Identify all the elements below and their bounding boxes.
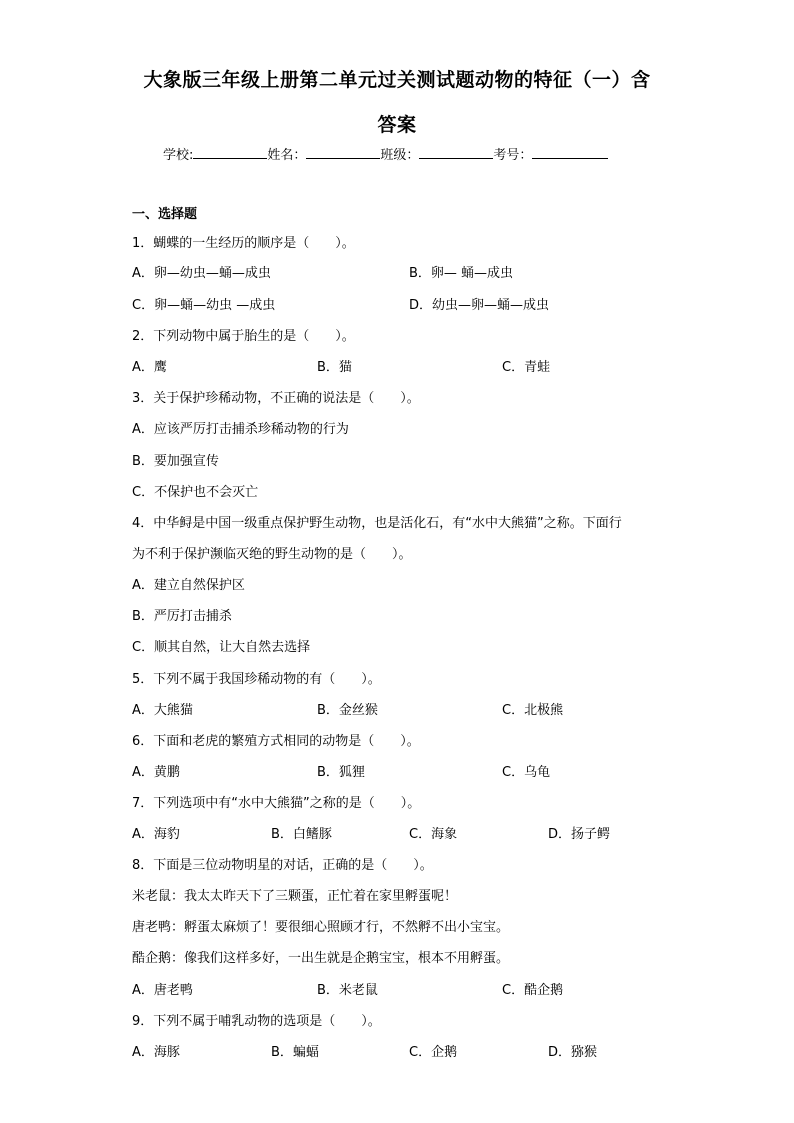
option-b: B．猫 [317,360,352,375]
option-b: B．金丝猴 [317,703,378,718]
question-stem: 6．下面和老虎的繁殖方式相同的动物是（ ）。 [132,734,420,749]
option-a: A．海豚 [132,1045,180,1060]
question-stem: 5．下列不属于我国珍稀动物的有（ ）。 [132,672,381,687]
option-b: B．卵— 蛹—成虫 [409,266,514,281]
document-title: 大象版三年级上册第二单元过关测试题动物的特征（一）含 [143,69,651,91]
option-b: B．要加强宣传 [132,454,219,469]
option-a: A．卵—幼虫—蛹—成虫 [132,266,271,281]
option-a: A．大熊猫 [132,703,193,718]
question-stem: 2．下列动物中属于胎生的是（ ）。 [132,329,355,344]
name-blank[interactable] [306,144,380,159]
question-stem: 4．中华鲟是中国一级重点保护野生动物，也是活化石，有“水中大熊猫”之称。下面行 [132,516,622,531]
option-b: B．蝙蝠 [271,1045,319,1060]
option-c: C．不保护也不会灭亡 [132,485,259,500]
option-a: A．唐老鸭 [132,983,193,998]
name-label: 姓名： [267,148,307,163]
school-label: 学校: [163,148,194,163]
option-a: A．海豹 [132,827,180,842]
document-title-continued: 答案 [377,114,417,136]
option-b: B．米老鼠 [317,983,378,998]
option-c: C．乌龟 [502,765,551,780]
exam-number-blank[interactable] [532,144,608,159]
class-label: 班级： [380,148,420,163]
option-b: B．狐狸 [317,765,365,780]
option-a: A．应该严厉打击捕杀珍稀动物的行为 [132,422,349,437]
option-d: D．猕猴 [548,1045,598,1060]
option-c: C．青蛙 [502,360,551,375]
option-d: D．幼虫—卵—蛹—成虫 [409,298,550,313]
option-c: C．海象 [409,827,458,842]
option-c: C．卵—蛹—幼虫 —成虫 [132,298,276,313]
option-b: B．严厉打击捕杀 [132,609,232,624]
question-stem-continued: 为不利于保护濒临灭绝的野生动物的是（ ）。 [132,547,412,562]
option-a: A．建立自然保护区 [132,578,245,593]
option-d: D．扬子鳄 [548,827,611,842]
option-a: A．鹰 [132,360,167,375]
section-title: 一、选择题 [132,207,198,222]
question-stem: 1．蝴蝶的一生经历的顺序是（ ）。 [132,236,355,251]
dialogue-line: 酷企鹅：像我们这样多好，一出生就是企鹅宝宝，根本不用孵蛋。 [132,951,510,966]
question-stem: 9．下列不属于哺乳动物的选项是（ ）。 [132,1014,381,1029]
option-c: C．北极熊 [502,703,564,718]
option-a: A．黄鹏 [132,765,180,780]
option-c: C．顺其自然，让大自然去选择 [132,640,311,655]
dialogue-line: 米老鼠：我太太昨天下了三颗蛋，正忙着在家里孵蛋呢！ [132,889,458,904]
question-stem: 7．下列选项中有“水中大熊猫”之称的是（ ）。 [132,796,421,811]
question-stem: 3．关于保护珍稀动物，不正确的说法是（ ）。 [132,391,420,406]
question-stem: 8．下面是三位动物明星的对话，正确的是（ ）。 [132,858,433,873]
dialogue-line: 唐老鸭：孵蛋太麻烦了！要很细心照顾才行，不然孵不出小宝宝。 [132,920,510,935]
school-blank[interactable] [193,144,267,159]
option-c: C．酷企鹅 [502,983,564,998]
option-b: B．白鳍豚 [271,827,332,842]
exam-number-label: 考号： [493,148,533,163]
student-info-row [163,144,608,165]
option-c: C．企鹅 [409,1045,458,1060]
class-blank[interactable] [419,144,493,159]
